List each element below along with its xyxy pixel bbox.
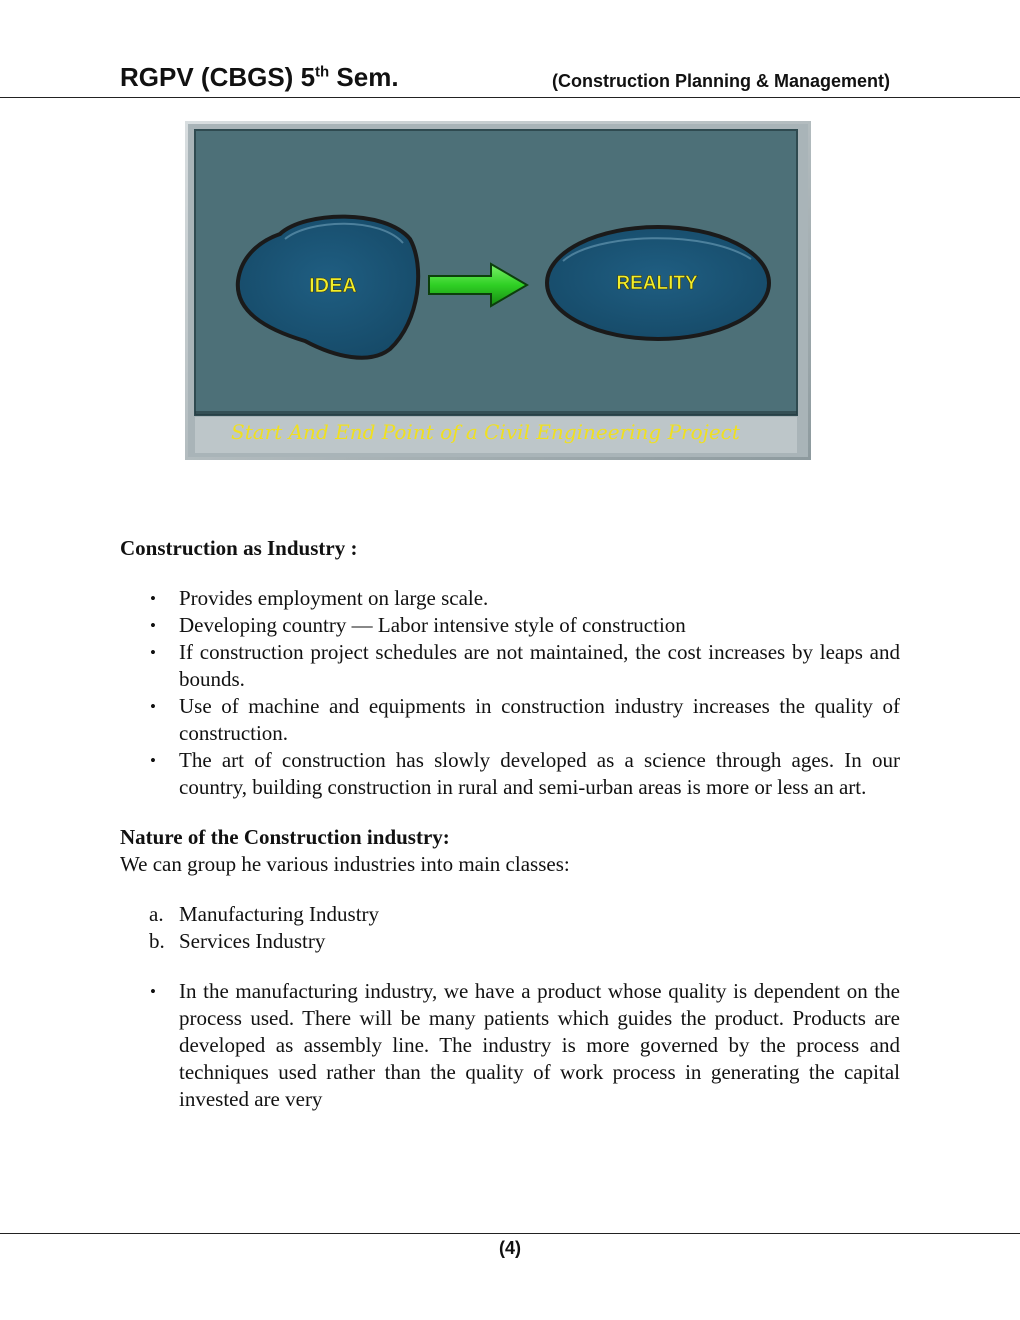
list-item: • The art of construction has slowly developed as a science through ages. In our country, building construction in rural and semi-urban areas is more or less an art. [120,747,900,801]
industry-classes-list [120,901,900,955]
figure-caption: Start And End Point of a Civil Engineering Project [231,420,740,444]
list-item: • Provides employment on large scale. [120,585,900,612]
page-number: (4) [499,1238,521,1258]
section-heading-nature: Nature of the Construction industry: [120,825,450,849]
page-content [120,535,900,1113]
construction-industry-list [120,585,900,801]
reality-label: REALITY [616,273,698,294]
list-item: • Use of machine and equipments in construction industry increases the quality of construction. [120,693,900,747]
header-rule [0,97,1020,98]
idea-label: IDEA [309,275,357,297]
list-item: • In the manufacturing industry, we have a product whose quality is dependent on the process used. There will be many patients which guides the product. Products are developed as assembly line. The industry is more governed by the process and techniques used rather than the quality of work process in generating the capital invested are very [120,978,900,1113]
list-item: a. Manufacturing Industry [149,902,380,926]
list-item: • Developing country — Labor intensive style of construction [120,612,900,639]
header-subject: (Construction Planning & Management) [551,71,890,91]
section-intro: We can group he various industries into main classes: [120,852,570,876]
header-title: RGPV (CBGS) 5th Sem. [120,62,399,92]
idea-reality-figure [185,121,811,460]
list-item: b. Services Industry [149,929,326,953]
section-heading-construction-industry: Construction as Industry : [120,536,358,560]
list-item: • If construction project schedules are not maintained, the cost increases by leaps and bounds. [120,639,900,693]
footer-rule [0,1233,1020,1234]
manufacturing-list [120,978,900,1113]
header-superscript: th [315,63,330,81]
